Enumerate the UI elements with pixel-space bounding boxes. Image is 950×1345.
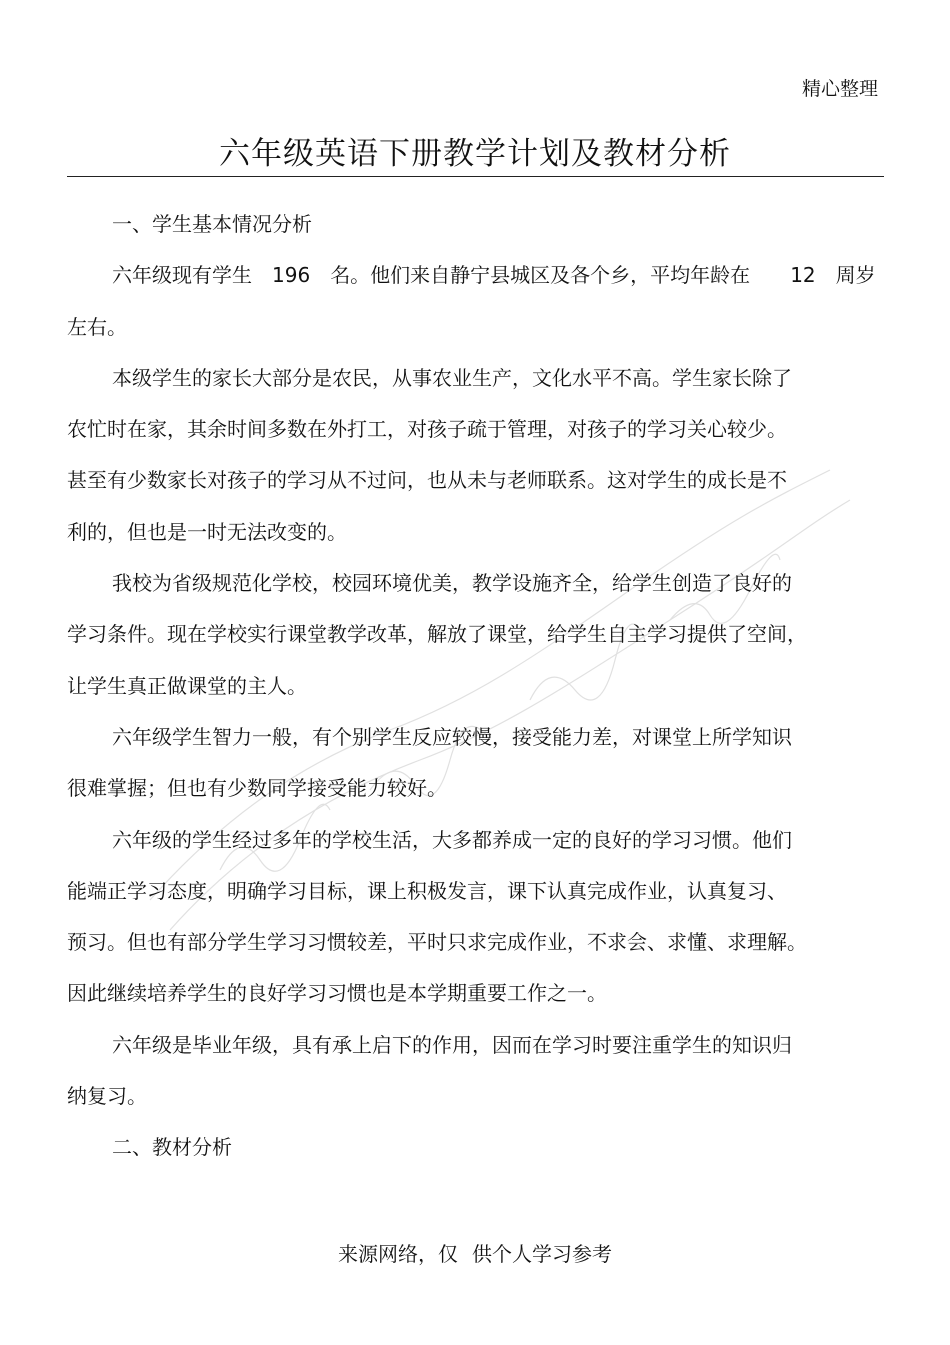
paragraph-3-line-2: 学习条件。现在学校实行课堂教学改革，解放了课堂，给学生自主学习提供了空间， — [67, 622, 807, 647]
paragraph-3-line-1: 我校为省级规范化学校，校园环境优美，教学设施齐全，给学生创造了良好的 — [112, 571, 792, 596]
paragraph-1-line-1: 六年级现有学生 196 名。他们来自静宁县城区及各个乡，平均年龄在 12 周岁 — [112, 263, 876, 288]
title-divider — [67, 176, 884, 177]
paragraph-3-line-3: 让学生真正做课堂的主人。 — [67, 673, 307, 698]
footer-note: 来源网络，仅 供个人学习参考 — [338, 1242, 612, 1266]
paragraph-5-line-3: 预习。但也有部分学生学习习惯较差，平时只求完成作业，不求会、求懂、求理解。 — [67, 930, 807, 955]
paragraph-6-line-1: 六年级是毕业年级，具有承上启下的作用，因而在学习时要注重学生的知识归 — [112, 1032, 792, 1057]
page-title: 六年级英语下册教学计划及教材分析 — [219, 136, 731, 172]
paragraph-2-line-3: 甚至有少数家长对孩子的学习从不过问，也从未与老师联系。这对学生的成长是不 — [67, 468, 787, 493]
paragraph-4-line-2: 很难掌握；但也有少数同学接受能力较好。 — [67, 776, 447, 801]
paragraph-1-line-2: 左右。 — [67, 314, 127, 339]
paragraph-2-line-2: 农忙时在家，其余时间多数在外打工，对孩子疏于管理，对孩子的学习关心较少。 — [67, 417, 787, 442]
header-note: 精心整理 — [801, 78, 878, 100]
section-heading-1: 一、学生基本情况分析 — [112, 212, 312, 236]
paragraph-5-line-4: 因此继续培养学生的良好学习习惯也是本学期重要工作之一。 — [67, 981, 607, 1006]
paragraph-4-line-1: 六年级学生智力一般，有个别学生反应较慢，接受能力差，对课堂上所学知识 — [112, 724, 792, 749]
paragraph-5-line-1: 六年级的学生经过多年的学校生活，大多都养成一定的良好的学习习惯。他们 — [112, 827, 792, 852]
paragraph-2-line-1: 本级学生的家长大部分是农民，从事农业生产，文化水平不高。学生家长除了 — [112, 365, 792, 390]
paragraph-2-line-4: 利的，但也是一时无法改变的。 — [67, 519, 347, 544]
section-heading-2: 二、教材分析 — [112, 1135, 232, 1160]
document-body — [67, 208, 884, 1183]
paragraph-6-line-2: 纳复习。 — [67, 1084, 147, 1109]
paragraph-5-line-2: 能端正学习态度，明确学习目标，课上积极发言，课下认真完成作业，认真复习、 — [67, 878, 787, 903]
